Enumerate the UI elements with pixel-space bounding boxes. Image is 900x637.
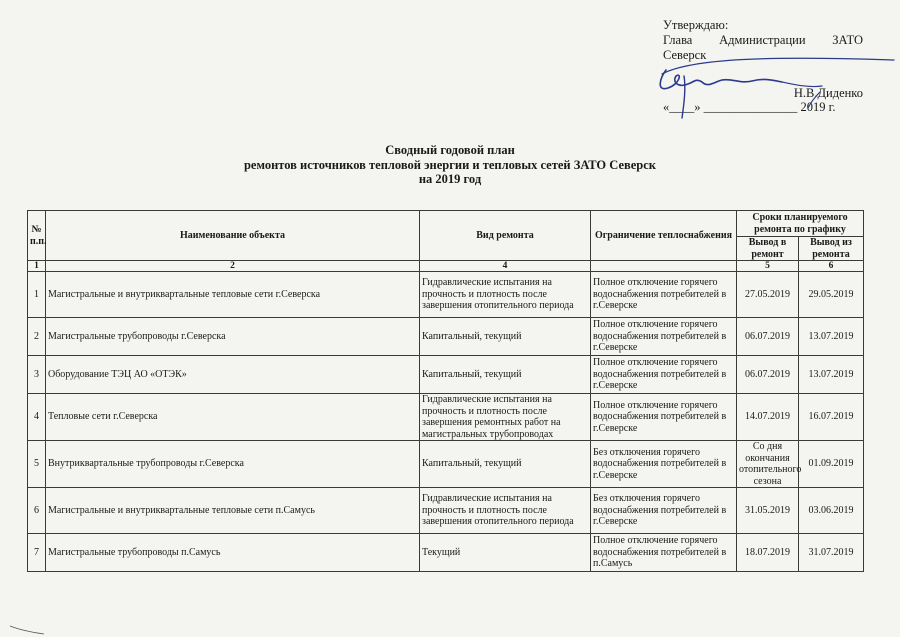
row-restriction: Полное отключение горячего водоснабжения потребителей в п.Самусь [591,534,737,572]
row-start: 06.07.2019 [737,356,799,394]
row-start: 31.05.2019 [737,488,799,534]
row-num: 3 [28,356,46,394]
row-restriction: Полное отключение горячего водоснабжения потребителей в г.Северске [591,318,737,356]
approval-position [663,33,863,48]
column-numbers-row [28,261,864,272]
row-end: 29.05.2019 [799,272,864,318]
row-object: Оборудование ТЭЦ АО «ОТЭК» [46,356,420,394]
row-object: Внутриквартальные трубопроводы г.Северска [46,441,420,488]
header-end: Вывод из ремонта [799,237,864,261]
row-repair-type: Текущий [420,534,591,572]
approval-position-word1: Глава [663,33,693,47]
approval-city: Северск [663,48,707,62]
table-row [28,488,864,534]
approval-position-word2: Администрации [719,33,806,47]
header-repair-type: Вид ремонта [420,211,591,261]
row-num: 1 [28,272,46,318]
row-repair-type: Гидравлические испытания на прочность и плотность после завершения отопительного периода [420,488,591,534]
row-repair-type: Гидравлические испытания на прочность и плотность после завершения отопительного периода [420,272,591,318]
column-number: 2 [46,261,420,272]
row-repair-type: Капитальный, текущий [420,441,591,488]
title-line-2: ремонтов источников тепловой энергии и тепловых сетей ЗАТО Северск [243,157,657,172]
repair-plan-table-wrapper [27,210,863,572]
row-object: Тепловые сети г.Северска [46,394,420,441]
row-restriction: Без отключения горячего водоснабжения потребителей в г.Северске [591,488,737,534]
row-num: 6 [28,488,46,534]
table-row [28,318,864,356]
header-num: № п.п. [28,211,46,261]
row-object: Магистральные и внутриквартальные тепловые сети п.Самусь [46,488,420,534]
table-row [28,356,864,394]
row-restriction: Полное отключение горячего водоснабжения потребителей в г.Северске [591,356,737,394]
row-start: 14.07.2019 [737,394,799,441]
table-row [28,272,864,318]
title-line-1: Сводный годовой план [385,143,515,157]
row-end: 13.07.2019 [799,318,864,356]
row-end: 16.07.2019 [799,394,864,441]
row-num: 4 [28,394,46,441]
table-row [28,534,864,572]
row-object: Магистральные трубопроводы п.Самусь [46,534,420,572]
row-end: 01.09.2019 [799,441,864,488]
row-object: Магистральные трубопроводы г.Северска [46,318,420,356]
document-title [0,143,900,187]
header-schedule: Сроки планируемого ремонта по графику [737,211,864,237]
approval-position-word3: ЗАТО [832,33,863,47]
row-num: 7 [28,534,46,572]
header-start: Вывод в ремонт [737,237,799,261]
row-end: 03.06.2019 [799,488,864,534]
row-repair-type: Капитальный, текущий [420,356,591,394]
row-num: 5 [28,441,46,488]
row-end: 31.07.2019 [799,534,864,572]
title-line-3: на 2019 год [418,172,482,186]
row-start: 18.07.2019 [737,534,799,572]
column-number: 4 [420,261,591,272]
row-end: 13.07.2019 [799,356,864,394]
scan-artifact-mark [8,622,48,636]
table-row [28,394,864,441]
row-num: 2 [28,318,46,356]
column-number: 1 [28,261,46,272]
table-row [28,441,864,488]
row-object: Магистральные и внутриквартальные тепловые сети г.Северска [46,272,420,318]
signer-name: Н.В.Диденко [793,86,863,100]
row-start: 06.07.2019 [737,318,799,356]
header-object: Наименование объекта [46,211,420,261]
column-number [591,261,737,272]
column-number: 6 [799,261,864,272]
repair-plan-table [27,210,864,572]
row-restriction: Без отключения горячего водоснабжения потребителей в г.Северске [591,441,737,488]
row-restriction: Полное отключение горячего водоснабжения потребителей в г.Северске [591,272,737,318]
row-repair-type: Капитальный, текущий [420,318,591,356]
approval-date: «____» _______________ 2019 г. [663,100,836,114]
row-repair-type: Гидравлические испытания на прочность и плотность после завершения ремонтных работ на магистральных трубопроводах [420,394,591,441]
row-restriction: Полное отключение горячего водоснабжения потребителей в г.Северске [591,394,737,441]
row-start: 27.05.2019 [737,272,799,318]
handwritten-signature [632,48,900,120]
row-start: Со дня окончания отопительного сезона [737,441,799,488]
approval-heading: Утверждаю: [663,18,729,32]
header-restriction: Ограничение теплоснабжения [591,211,737,261]
column-number: 5 [737,261,799,272]
